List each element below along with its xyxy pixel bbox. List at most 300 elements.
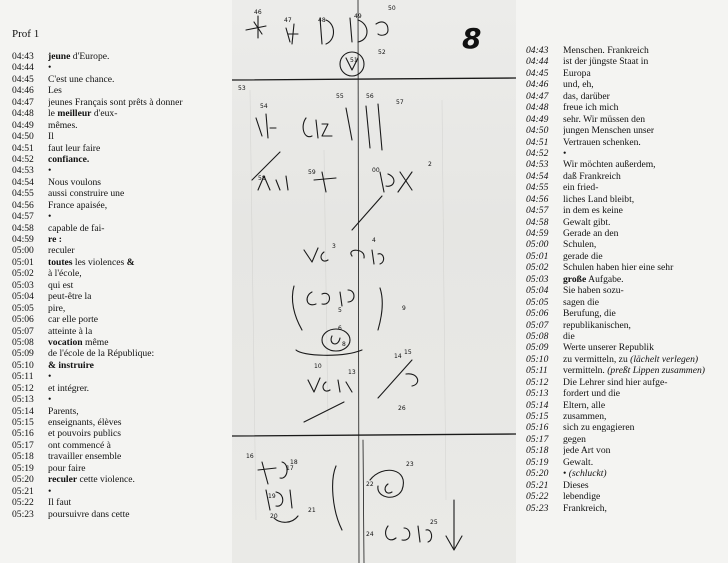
line-text [48, 165, 227, 176]
timestamp: 04:52 [12, 153, 34, 165]
timestamp: 04:58 [526, 216, 549, 228]
line-text-segment: freue ich mich [563, 102, 619, 114]
timestamp: 05:04 [526, 285, 549, 297]
note-reference-number: 6 [338, 325, 342, 332]
timestamp: 05:20 [12, 474, 34, 486]
timestamp: 04:59 [526, 228, 549, 239]
timestamp: 04:55 [526, 182, 549, 194]
timestamp: 04:49 [526, 113, 549, 125]
line-text-segment: Aufgabe. [586, 273, 624, 285]
note-middle-block [292, 248, 417, 422]
line-text-segment: de l'école de la République: [48, 348, 155, 360]
line-text-segment: Die Lehrer sind hier aufge- [563, 376, 668, 388]
timestamp: 05:22 [12, 497, 34, 509]
line-text-segment: & [126, 256, 135, 268]
note-third-block [252, 152, 412, 230]
note-reference-number: 25 [430, 519, 438, 526]
line-text [48, 303, 227, 314]
transcript-line [12, 486, 227, 497]
line-text [563, 377, 728, 388]
timestamp: 04:45 [526, 67, 549, 79]
line-text-segment: (lächelt verlegen) [630, 353, 699, 365]
note-reference-number: 17 [286, 465, 294, 472]
timestamp: 04:52 [526, 147, 549, 159]
line-text [563, 56, 728, 67]
timestamp: 04:47 [526, 90, 549, 102]
line-text [48, 394, 227, 405]
timestamp: 05:21 [12, 485, 34, 497]
transcript-line [526, 503, 728, 514]
timestamp: 04:53 [12, 165, 34, 177]
timestamp: 04:54 [526, 170, 549, 182]
timestamp: 05:07 [12, 325, 34, 337]
note-reference-number: 13 [348, 369, 356, 376]
line-text [48, 406, 227, 417]
timestamp: 04:44 [12, 62, 34, 74]
timestamp: 04:46 [12, 85, 34, 97]
line-text-segment: jede Art von [563, 445, 611, 457]
transcript-line [526, 308, 728, 319]
line-text [563, 308, 728, 319]
timestamp: 05:08 [12, 336, 34, 348]
line-text-segment: les violences [72, 256, 127, 268]
timestamp: 05:21 [526, 479, 549, 491]
line-text-segment: sich zu engagieren [563, 422, 635, 434]
line-text-segment: Gewalt gibt. [563, 216, 611, 228]
line-text [563, 182, 728, 193]
line-text [563, 342, 728, 353]
line-text-segment: travailler ensemble [48, 451, 122, 463]
timestamp: 05:06 [526, 308, 549, 320]
line-text-segment: gerade die [563, 250, 603, 262]
note-reference-number: 26 [398, 405, 406, 412]
timestamp: 04:58 [12, 222, 34, 234]
line-text-segment: • [48, 485, 52, 497]
timestamp: 05:14 [526, 399, 549, 411]
line-text-segment: car elle porte [48, 314, 99, 326]
line-text [563, 434, 728, 445]
line-text-segment: ein fried- [563, 182, 599, 194]
line-text-segment: C'est une chance. [48, 73, 115, 85]
line-text-segment: • [48, 394, 52, 406]
line-text-segment: reculer [48, 474, 78, 486]
timestamp: 04:43 [12, 51, 34, 62]
line-text [563, 297, 728, 308]
timestamp: 05:11 [12, 371, 34, 383]
line-text-segment: (preßt Lippen zusammen) [607, 365, 705, 377]
transcript-line [12, 154, 227, 165]
line-text-segment: et intégrer. [48, 382, 90, 394]
line-text [48, 314, 227, 325]
line-text-segment: sagen die [563, 296, 599, 308]
timestamp: 05:10 [12, 359, 34, 371]
line-text-segment: atteinte à la [48, 325, 93, 337]
timestamp: 05:18 [526, 445, 549, 457]
note-reference-number: 57 [396, 99, 404, 106]
timestamp: 04:56 [526, 193, 549, 205]
line-text [48, 291, 227, 302]
transcript-line [12, 291, 227, 302]
line-text-segment: jeune [48, 51, 71, 62]
transcript-line [12, 326, 227, 337]
line-text-segment: fordert und die [563, 388, 621, 400]
line-text [48, 131, 227, 142]
line-text [48, 223, 227, 234]
line-text [48, 440, 227, 451]
line-text [48, 211, 227, 222]
transcript-line [12, 303, 227, 314]
line-text [563, 68, 728, 79]
line-text [48, 85, 227, 96]
line-text-segment: Schulen haben hier eine sehr [563, 262, 674, 274]
line-text-segment: Parents, [48, 405, 79, 417]
line-text-segment: pour faire [48, 462, 86, 474]
transcript-line [12, 394, 227, 405]
line-text-segment: Il [48, 131, 54, 143]
transcript-line [526, 354, 728, 365]
line-text-segment: peut-être la [48, 291, 92, 303]
note-reference-number: 52 [378, 49, 386, 56]
line-text-segment: in dem es keine [563, 205, 623, 217]
line-text-segment: Vertrauen schenken. [563, 136, 641, 148]
line-text [563, 159, 728, 170]
line-text-segment: • [48, 211, 52, 223]
line-text [48, 108, 227, 119]
line-text [563, 400, 728, 411]
note-reference-number: 8 [342, 341, 346, 348]
line-text [48, 74, 227, 85]
transcript-line [526, 411, 728, 422]
note-reference-number: 53 [238, 85, 246, 92]
line-text-segment: Schulen, [563, 239, 597, 251]
line-text [48, 463, 227, 474]
transcript-line [526, 217, 728, 228]
line-text [48, 177, 227, 188]
timestamp: 05:23 [526, 502, 549, 514]
transcript-line [526, 365, 728, 376]
transcript-line [12, 211, 227, 222]
transcript-line [526, 342, 728, 353]
timestamp: 05:17 [12, 439, 34, 451]
line-text [48, 97, 227, 108]
line-text [563, 445, 728, 456]
transcript-line [12, 108, 227, 119]
timestamp: 04:57 [526, 205, 549, 217]
transcript-line [12, 200, 227, 211]
note-reference-number: 55 [336, 93, 344, 100]
line-text [48, 234, 227, 245]
note-reference-number: 9 [402, 305, 406, 312]
line-text [48, 120, 227, 131]
line-text [563, 388, 728, 399]
line-text-segment: Nous voulons [48, 176, 102, 188]
transcript-line [12, 62, 227, 73]
timestamp: 05:22 [526, 491, 549, 503]
line-text [563, 411, 728, 422]
transcript-line [526, 205, 728, 216]
line-text [563, 285, 728, 296]
line-text-segment: vermitteln. [563, 365, 608, 377]
line-text [563, 457, 728, 468]
transcript-line [526, 114, 728, 125]
line-text [563, 503, 728, 514]
transcript-line [526, 68, 728, 79]
page-number: 8 [462, 22, 482, 55]
line-text-segment: jeunes Français sont prêts à donner [48, 96, 183, 108]
transcript-line [12, 268, 227, 279]
transcript-line [526, 56, 728, 67]
transcript-line [12, 85, 227, 96]
transcript-line [526, 445, 728, 456]
timestamp: 05:02 [12, 268, 34, 280]
timestamp: 04:57 [12, 211, 34, 223]
transcript-line [526, 377, 728, 388]
note-reference-number: 4 [372, 237, 376, 244]
line-text-segment: Il faut [48, 497, 72, 509]
line-text [48, 326, 227, 337]
transcript-line [526, 331, 728, 342]
line-text-segment: die [563, 330, 575, 342]
line-text [563, 137, 728, 148]
line-text [48, 348, 227, 359]
transcript-line [526, 228, 728, 239]
timestamp: 05:01 [526, 250, 549, 262]
transcript-line [12, 509, 227, 520]
line-text [563, 331, 728, 342]
line-text-segment: ont commencé à [48, 439, 111, 451]
transcript-line [526, 239, 728, 250]
note-reference-number: 58 [258, 175, 266, 182]
note-reference-number: 48 [318, 17, 326, 24]
timestamp: 05:16 [12, 428, 34, 440]
transcript-line [12, 451, 227, 462]
line-text-segment: republikanischen, [563, 319, 631, 331]
line-text-segment: sehr. Wir müssen den [563, 113, 646, 125]
line-text [48, 451, 227, 462]
transcript-line [12, 348, 227, 359]
timestamp: 04:47 [12, 96, 34, 108]
transcript-line [526, 194, 728, 205]
line-text [48, 371, 227, 382]
transcript-line [12, 463, 227, 474]
line-text-segment: toutes [48, 256, 73, 268]
note-reference-number: 10 [314, 363, 322, 370]
line-text [563, 320, 728, 331]
transcript-line [526, 400, 728, 411]
transcript-line [526, 159, 728, 170]
line-text-segment: Gewalt. [563, 456, 594, 468]
line-text-segment: Europa [563, 67, 591, 79]
line-text [48, 337, 227, 348]
speaker-label: Prof 1 [12, 28, 40, 40]
line-text [48, 154, 227, 165]
transcript-line [526, 102, 728, 113]
line-text-segment: lebendige [563, 491, 601, 503]
timestamp: 04:44 [526, 56, 549, 68]
line-text [48, 143, 227, 154]
note-bottom-block [258, 462, 462, 550]
note-reference-number: 18 [290, 459, 298, 466]
line-text [563, 91, 728, 102]
timestamp: 05:02 [526, 262, 549, 274]
timestamp: 04:48 [526, 102, 549, 114]
line-text-segment: Menschen. Frankreich [563, 45, 649, 56]
line-text-segment: liches Land bleibt, [563, 193, 635, 205]
note-reference-number: 16 [246, 453, 254, 460]
line-text-segment: mêmes. [48, 119, 78, 131]
timestamp: 05:03 [12, 279, 34, 291]
french-transcript-column [12, 51, 227, 520]
line-text [563, 45, 728, 56]
line-text [48, 268, 227, 279]
note-reference-number: 22 [366, 481, 374, 488]
handwritten-notes-drawing [232, 0, 516, 563]
timestamp: 05:15 [12, 417, 34, 428]
timestamp: 05:07 [526, 319, 549, 331]
line-text-segment: d'Europe. [70, 51, 110, 62]
transcript-line [12, 51, 227, 62]
line-text-segment: zusammen, [563, 411, 607, 422]
timestamp: 04:43 [526, 45, 549, 56]
timestamp: 04:55 [12, 188, 34, 200]
line-text-segment: France apaisée, [48, 199, 108, 211]
transcript-line [12, 143, 227, 154]
line-text-segment: • [563, 468, 569, 480]
line-text [48, 486, 227, 497]
line-text-segment: und, eh, [563, 79, 594, 91]
line-text-segment: Berufung, die [563, 308, 616, 320]
timestamp: 05:01 [12, 256, 34, 268]
transcript-line [12, 417, 227, 428]
transcript-line [526, 91, 728, 102]
line-text [48, 383, 227, 394]
timestamp: 04:56 [12, 199, 34, 211]
transcript-line [526, 468, 728, 479]
timestamp: 05:11 [526, 365, 548, 377]
timestamp: 04:46 [526, 79, 549, 91]
timestamp: 05:00 [12, 245, 34, 257]
transcript-line [526, 320, 728, 331]
note-reference-number: 3 [332, 243, 336, 250]
note-reference-number: 54 [260, 103, 268, 110]
transcript-line [12, 383, 227, 394]
note-reference-number: 49 [354, 13, 362, 20]
handwritten-notes-sheet [232, 0, 516, 563]
line-text-segment: même [82, 336, 109, 348]
timestamp: 04:49 [12, 119, 34, 131]
timestamp: 05:10 [526, 353, 549, 365]
note-reference-number: 15 [404, 349, 412, 356]
line-text [48, 509, 227, 520]
transcript-line [12, 337, 227, 348]
note-reference-number: 59 [308, 169, 316, 176]
note-reference-number: 23 [406, 461, 414, 468]
line-text-segment: ist der jüngste Staat in [563, 56, 649, 68]
transcript-line [12, 223, 227, 234]
transcript-line [12, 177, 227, 188]
line-text [48, 280, 227, 291]
line-text-segment: poursuivre dans cette [48, 508, 130, 520]
line-text-segment: das, darüber [563, 90, 610, 102]
line-text-segment: große [563, 273, 587, 285]
note-reference-number: 19 [268, 493, 276, 500]
line-text-segment: zu vermitteln, zu [563, 353, 631, 365]
line-text-segment: re : [48, 234, 62, 245]
line-text-segment: d'eux- [91, 108, 118, 120]
note-reference-number: 5 [338, 307, 342, 314]
line-text-segment: vocation [48, 336, 83, 348]
transcript-line [526, 422, 728, 433]
transcript-line [12, 257, 227, 268]
line-text [563, 217, 728, 228]
timestamp: 05:19 [12, 462, 34, 474]
timestamp: 05:19 [526, 456, 549, 468]
line-text-segment: reculer [48, 245, 75, 257]
line-text-segment: qui est [48, 279, 74, 291]
line-text [48, 51, 227, 62]
note-reference-number: 2 [428, 161, 432, 168]
line-text [48, 200, 227, 211]
timestamp: 05:18 [12, 451, 34, 463]
transcript-line [12, 371, 227, 382]
timestamp: 05:05 [526, 296, 549, 308]
line-text [563, 251, 728, 262]
line-text-segment: Werte unserer Republik [563, 342, 654, 354]
transcript-line [526, 182, 728, 193]
line-text-segment: Sie haben sozu- [563, 285, 624, 297]
line-text [563, 480, 728, 491]
timestamp: 04:51 [526, 136, 549, 148]
note-second-block [256, 104, 382, 150]
transcript-line [12, 245, 227, 256]
line-text-segment: pire, [48, 302, 66, 314]
transcript-line [12, 440, 227, 451]
timestamp: 05:20 [526, 468, 549, 480]
line-text-segment: • [48, 62, 52, 74]
line-text-segment: (schluckt) [568, 468, 607, 480]
line-text-segment: faut leur faire [48, 142, 101, 154]
line-text-segment: • [48, 165, 52, 177]
note-reference-number: 20 [270, 513, 278, 520]
line-text [563, 365, 728, 376]
line-text-segment: Gerade an den [563, 228, 619, 239]
line-text [48, 360, 227, 371]
transcript-line [12, 406, 227, 417]
timestamp: 04:59 [12, 234, 34, 245]
note-reference-number: 14 [394, 353, 402, 360]
line-text-segment: • [48, 371, 52, 383]
line-text-segment: enseignants, élèves [48, 417, 122, 428]
transcript-line [526, 262, 728, 273]
transcript-line [526, 491, 728, 502]
timestamp: 05:04 [12, 291, 34, 303]
transcript-line [12, 428, 227, 439]
timestamp: 04:51 [12, 142, 34, 154]
line-text-segment: gegen [563, 433, 586, 445]
timestamp: 05:06 [12, 314, 34, 326]
timestamp: 05:12 [526, 376, 549, 388]
german-transcript-column [526, 45, 728, 514]
transcript-line [526, 148, 728, 159]
line-text-segment: confiance. [48, 153, 90, 165]
line-text-segment: Les [48, 85, 62, 97]
note-reference-number: 50 [388, 5, 396, 12]
transcript-line [526, 274, 728, 285]
timestamp: 05:23 [12, 508, 34, 520]
transcript-line [12, 474, 227, 485]
transcript-line [12, 131, 227, 142]
timestamp: 04:50 [526, 125, 549, 137]
